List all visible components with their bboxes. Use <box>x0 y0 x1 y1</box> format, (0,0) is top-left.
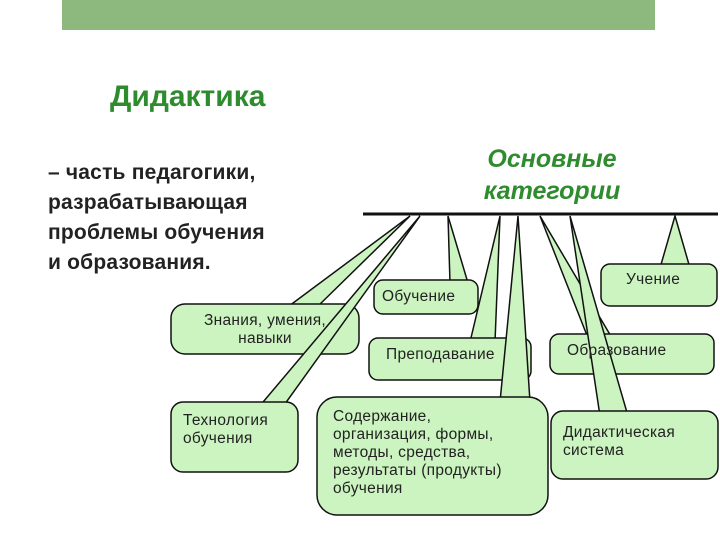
label-prepodavanie: Преподавание <box>386 346 495 363</box>
definition-text: – часть педагогики, разрабатывающая проблемы обучения и образования. <box>48 161 265 274</box>
slide-title: Дидактика <box>110 80 266 113</box>
label-znaniya: Знания, умения, навыки <box>203 312 327 347</box>
callout-obuchenie <box>448 216 468 283</box>
callout-prepodavanie <box>470 216 500 342</box>
label-obrazovanie: Образование <box>567 342 667 359</box>
label-didakticheskaya: Дидактическая система <box>563 424 676 459</box>
label-tehnologiya: Технология обучения <box>183 412 269 447</box>
label-obuchenie: Обучение <box>382 288 456 305</box>
label-soderzhanie: Содержание, организация, формы, методы, средства, результаты (продукты) обучения <box>333 408 502 497</box>
categories-header: Основные категории <box>483 145 621 205</box>
label-uchenie: Учение <box>626 271 681 288</box>
callout-soderzhanie <box>500 216 530 402</box>
callout-uchenie <box>660 216 690 268</box>
